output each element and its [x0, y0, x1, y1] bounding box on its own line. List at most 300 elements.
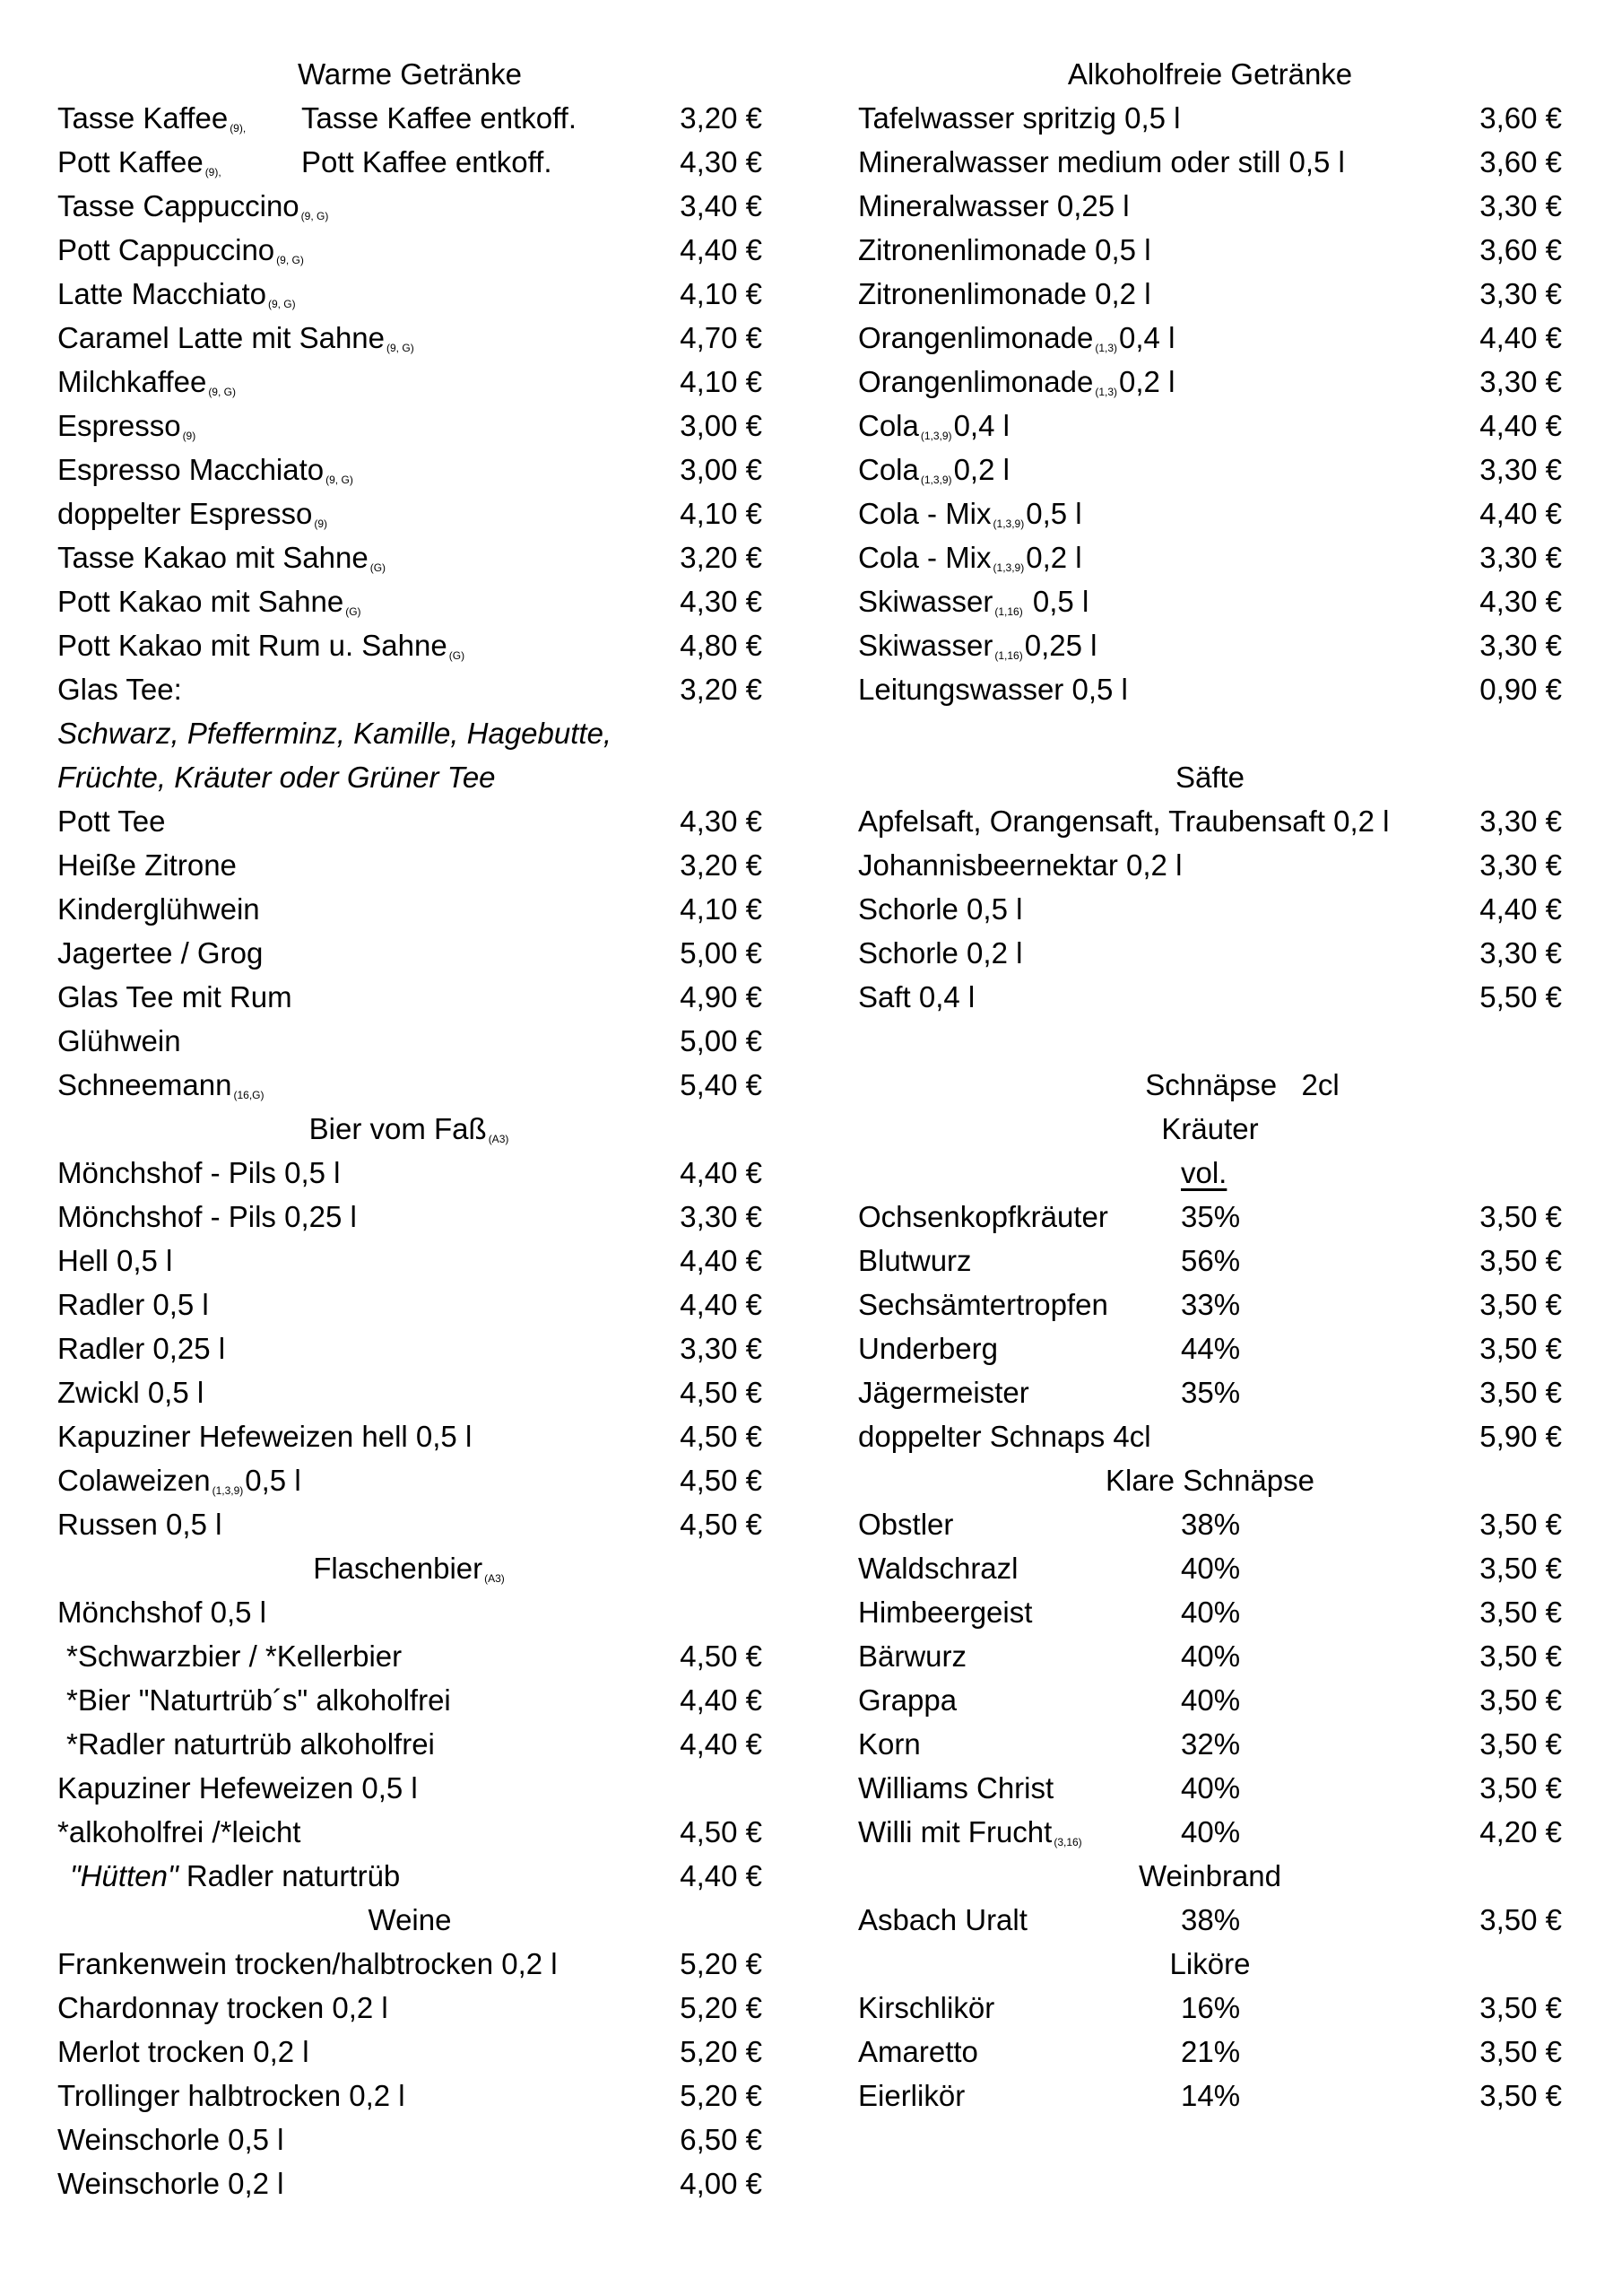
- allergen-note: (9),: [204, 166, 221, 178]
- section-heading: [57, 1107, 762, 1151]
- menu-item: [57, 799, 762, 843]
- menu-item: [57, 1678, 762, 1722]
- menu-item: [57, 1239, 762, 1283]
- section-heading: [858, 1458, 1562, 1502]
- item-price: 3,60 €: [1479, 145, 1562, 178]
- item-price: 3,50 €: [1479, 1596, 1562, 1629]
- item-volume: 35%: [1181, 1200, 1241, 1233]
- menu-item: [57, 667, 762, 711]
- menu-item: [57, 1370, 762, 1414]
- menu-item: [57, 1019, 762, 1063]
- item-name: Kapuziner Hefeweizen hell 0,5 l: [57, 1420, 473, 1453]
- section-title: Liköre: [1169, 1947, 1251, 1980]
- item-name: Chardonnay trocken 0,2 l: [57, 1991, 388, 2024]
- item-volume: 40%: [1181, 1683, 1241, 1717]
- item-name-group: [858, 1326, 998, 1370]
- menu-item: [57, 1502, 762, 1546]
- menu-item: [57, 1854, 762, 1898]
- item-price: 4,00 €: [680, 2167, 762, 2200]
- menu-item: [57, 404, 762, 448]
- item-price: 4,10 €: [680, 365, 762, 398]
- item-name-group: [858, 1239, 972, 1283]
- item-price: 3,50 €: [1479, 2035, 1562, 2068]
- allergen-note: (16,G): [233, 1089, 265, 1101]
- section-title: Klare Schnäpse: [1106, 1464, 1314, 1497]
- menu-item: [858, 140, 1562, 184]
- item-price: 4,50 €: [680, 1420, 762, 1453]
- item-name-group: [858, 843, 1182, 887]
- allergen-note: (G): [448, 649, 465, 662]
- menu-item: [858, 2074, 1562, 2118]
- item-price: 4,40 €: [1479, 892, 1562, 926]
- item-name-group: [57, 843, 237, 887]
- section-title: Kräuter: [1161, 1112, 1259, 1145]
- item-name-group: [57, 975, 292, 1019]
- item-volume: 33%: [1181, 1288, 1241, 1321]
- item-size: 0,2 l: [953, 453, 1010, 486]
- item-name-group: [57, 1151, 340, 1195]
- spacer: [858, 1019, 1562, 1063]
- item-price: 4,40 €: [1479, 497, 1562, 530]
- item-volume: 44%: [1181, 1332, 1241, 1365]
- item-name: Ochsenkopfkräuter: [858, 1200, 1108, 1233]
- item-name: Blutwurz: [858, 1244, 972, 1277]
- item-name: *alkoholfrei /*leicht: [57, 1815, 301, 1848]
- item-name-group: [858, 140, 1345, 184]
- menu-item: [858, 1898, 1562, 1942]
- menu-column-right: [858, 52, 1562, 2118]
- item-price: 3,30 €: [680, 1332, 762, 1365]
- menu-item: [57, 491, 762, 535]
- item-name-group: [57, 1019, 181, 1063]
- section-title: Flaschenbier: [313, 1552, 483, 1585]
- menu-item: [57, 2074, 762, 2118]
- item-name-group: [858, 184, 1130, 228]
- item-name-group: [57, 2118, 284, 2161]
- item-name-group: [858, 1590, 1032, 1634]
- menu-item: [858, 887, 1562, 931]
- item-name-group: [858, 1370, 1029, 1414]
- item-name: Tafelwasser spritzig 0,5 l: [858, 101, 1181, 135]
- item-name: Heiße Zitrone: [57, 848, 237, 882]
- item-name: Weinschorle 0,2 l: [57, 2167, 284, 2200]
- section-heading: [57, 52, 762, 96]
- menu-item: [57, 755, 762, 799]
- allergen-note: (9, G): [267, 298, 296, 310]
- item-name-group: [858, 1546, 1019, 1590]
- menu-item: [858, 1766, 1562, 1810]
- item-price: 5,90 €: [1479, 1420, 1562, 1453]
- allergen-note: (9, G): [208, 386, 236, 398]
- item-name: Cola - Mix: [858, 497, 992, 530]
- menu-item: [858, 667, 1562, 711]
- item-name: Latte Macchiato: [57, 277, 266, 310]
- item-price: 4,30 €: [680, 804, 762, 838]
- item-name: Schwarz, Pfefferminz, Kamille, Hagebutte,: [57, 717, 612, 750]
- menu-item: [858, 1283, 1562, 1326]
- item-name: doppelter Schnaps 4cl: [858, 1420, 1151, 1453]
- item-name: Kinderglühwein: [57, 892, 260, 926]
- menu-item: [858, 1502, 1562, 1546]
- item-name: Zitronenlimonade 0,5 l: [858, 233, 1151, 266]
- section-heading: [858, 52, 1562, 96]
- item-price: 5,20 €: [680, 1947, 762, 1980]
- item-name: Pott Kaffee: [57, 145, 204, 178]
- menu-item: [57, 316, 762, 360]
- allergen-note: (1,3,9): [993, 561, 1025, 574]
- item-name-group: [858, 1986, 994, 2030]
- item-name: Frankenwein trocken/halbtrocken 0,2 l: [57, 1947, 558, 1980]
- allergen-note: (9, G): [325, 474, 353, 486]
- item-name-group: [66, 1634, 402, 1678]
- allergen-note: (G): [345, 605, 361, 618]
- item-size: 0,5 l: [245, 1464, 301, 1497]
- item-volume: 40%: [1181, 1815, 1241, 1848]
- item-price: 4,30 €: [680, 585, 762, 618]
- item-price: 4,40 €: [680, 1859, 762, 1892]
- item-volume: 32%: [1181, 1727, 1241, 1761]
- item-size: 0,4 l: [1119, 321, 1175, 354]
- item-name-group: [57, 2161, 284, 2205]
- item-price: 4,40 €: [680, 1288, 762, 1321]
- menu-item: [858, 1195, 1562, 1239]
- item-name: Amaretto: [858, 2035, 978, 2068]
- item-price: 3,50 €: [1479, 1200, 1562, 1233]
- menu-item: [57, 579, 762, 623]
- item-name-group: [57, 1370, 204, 1414]
- item-name: *Bier "Naturtrüb´s" alkoholfrei: [66, 1683, 451, 1717]
- item-name: Espresso: [57, 409, 181, 442]
- item-price: 3,40 €: [680, 189, 762, 222]
- item-price: 4,40 €: [680, 1244, 762, 1277]
- item-price: 3,30 €: [1479, 189, 1562, 222]
- item-name: Cola - Mix: [858, 541, 992, 574]
- item-name-group: [858, 2030, 978, 2074]
- menu-item: [57, 228, 762, 272]
- item-name: Pott Cappuccino: [57, 233, 275, 266]
- allergen-note: (A3): [488, 1133, 509, 1145]
- item-name: Kapuziner Hefeweizen 0,5 l: [57, 1771, 418, 1805]
- item-price: 4,50 €: [680, 1464, 762, 1497]
- item-name: Leitungswasser 0,5 l: [858, 673, 1128, 706]
- item-price: 3,50 €: [1479, 1332, 1562, 1365]
- item-size: 0,2 l: [1119, 365, 1175, 398]
- allergen-note: (1,3,9): [993, 517, 1025, 530]
- menu-item: [858, 1722, 1562, 1766]
- item-name-group: [57, 887, 260, 931]
- menu-item: [858, 184, 1562, 228]
- menu-item: [858, 1986, 1562, 2030]
- item-name-group: [858, 1766, 1054, 1810]
- item-price: 3,30 €: [1479, 848, 1562, 882]
- item-name: Schneemann: [57, 1068, 232, 1101]
- item-name: Weinschorle 0,5 l: [57, 2123, 284, 2156]
- item-name-group: [57, 1986, 388, 2030]
- item-price: 3,50 €: [1479, 1376, 1562, 1409]
- menu-item: [858, 975, 1562, 1019]
- item-volume: 21%: [1181, 2035, 1241, 2068]
- item-name: Colaweizen: [57, 1464, 211, 1497]
- item-name-group: [57, 1590, 266, 1634]
- item-name-group: [66, 1678, 451, 1722]
- item-price: 6,50 €: [680, 2123, 762, 2156]
- item-name-group: [57, 799, 165, 843]
- menu-item: [858, 1678, 1562, 1722]
- item-name: Kirschlikör: [858, 1991, 995, 2024]
- item-name: Tasse Cappuccino: [57, 189, 299, 222]
- item-name: Schorle 0,2 l: [858, 936, 1023, 970]
- allergen-note: (A3): [484, 1572, 505, 1585]
- item-price: 3,30 €: [680, 1200, 762, 1233]
- item-name: Merlot trocken 0,2 l: [57, 2035, 309, 2068]
- section-heading: [858, 1942, 1562, 1986]
- item-name: *Radler naturtrüb alkoholfrei: [66, 1727, 435, 1761]
- menu-item: [57, 1634, 762, 1678]
- item-size: 0,5 l: [1026, 497, 1082, 530]
- item-size: 0,25 l: [1024, 629, 1097, 662]
- item-price: 3,20 €: [680, 848, 762, 882]
- menu-item: [858, 448, 1562, 491]
- item-name-group: [858, 975, 975, 1019]
- item-name-group: [57, 1414, 472, 1458]
- item-name: Johannisbeernektar 0,2 l: [858, 848, 1183, 882]
- item-name-group: [858, 887, 1022, 931]
- item-name-group: [57, 2030, 309, 2074]
- item-name: Hell 0,5 l: [57, 1244, 173, 1277]
- allergen-note: (1,16): [994, 649, 1023, 662]
- item-price: 5,20 €: [680, 2079, 762, 2112]
- section-title: Weine: [368, 1903, 452, 1936]
- item-name: "Hütten": [70, 1859, 178, 1892]
- item-name-group: [70, 1854, 400, 1898]
- section-title: Schnäpse 2cl: [1145, 1068, 1340, 1101]
- item-name: Mineralwasser medium oder still 0,5 l: [858, 145, 1345, 178]
- item-price: 3,30 €: [1479, 936, 1562, 970]
- allergen-note: (9): [182, 430, 196, 442]
- item-volume: 40%: [1181, 1596, 1241, 1629]
- item-price: 4,10 €: [680, 277, 762, 310]
- item-name: Cola: [858, 409, 919, 442]
- menu-item: [57, 360, 762, 404]
- item-price: 3,50 €: [1479, 1903, 1562, 1936]
- item-price: 3,50 €: [1479, 1244, 1562, 1277]
- item-price: 4,50 €: [680, 1639, 762, 1673]
- item-price: 3,30 €: [1479, 804, 1562, 838]
- menu-item: [57, 184, 762, 228]
- menu-item: [57, 1458, 762, 1502]
- item-volume: 35%: [1181, 1376, 1241, 1409]
- item-alternative: Pott Kaffee entkoff.: [301, 145, 552, 178]
- item-name-group: [57, 1502, 221, 1546]
- item-price: 3,30 €: [1479, 277, 1562, 310]
- item-name: Saft 0,4 l: [858, 980, 976, 1013]
- menu-item: [858, 1326, 1562, 1370]
- item-price: 3,50 €: [1479, 2079, 1562, 2112]
- allergen-note: (1,3,9): [920, 430, 952, 442]
- item-name: Eierlikör: [858, 2079, 966, 2112]
- item-name-group: [57, 1326, 225, 1370]
- item-name: Pott Kakao mit Sahne: [57, 585, 344, 618]
- menu-item: [57, 1283, 762, 1326]
- item-price: 4,30 €: [680, 145, 762, 178]
- allergen-note: (1,3): [1095, 386, 1118, 398]
- menu-item: [57, 1151, 762, 1195]
- item-name: Himbeergeist: [858, 1596, 1033, 1629]
- item-price: 3,30 €: [1479, 541, 1562, 574]
- item-name: Espresso Macchiato: [57, 453, 325, 486]
- item-name-group: [858, 1722, 921, 1766]
- menu-item: [858, 1810, 1562, 1854]
- allergen-note: (9, G): [276, 254, 304, 266]
- item-name-group: [858, 1898, 1028, 1942]
- menu-item: [858, 228, 1562, 272]
- item-name-group: [57, 1195, 357, 1239]
- item-name-group: [57, 1942, 558, 1986]
- item-name: Trollinger halbtrocken 0,2 l: [57, 2079, 405, 2112]
- item-price: 3,50 €: [1479, 1771, 1562, 1805]
- item-price: 5,20 €: [680, 2035, 762, 2068]
- item-price: 5,20 €: [680, 1991, 762, 2024]
- item-name: Mönchshof - Pils 0,25 l: [57, 1200, 357, 1233]
- item-name: Underberg: [858, 1332, 998, 1365]
- item-name-group: [57, 1283, 209, 1326]
- item-name: Asbach Uralt: [858, 1903, 1028, 1936]
- item-name-group: [57, 1766, 418, 1810]
- item-price: 3,00 €: [680, 409, 762, 442]
- item-price: 3,50 €: [1479, 1552, 1562, 1585]
- item-name: Willi mit Frucht: [858, 1815, 1053, 1848]
- menu-item: [57, 448, 762, 491]
- menu-item: [57, 96, 762, 140]
- item-price: 3,50 €: [1479, 1288, 1562, 1321]
- item-name: Tasse Kakao mit Sahne: [57, 541, 369, 574]
- item-name-group: [858, 1283, 1108, 1326]
- item-name: Früchte, Kräuter oder Grüner Tee: [57, 761, 496, 794]
- item-volume: 16%: [1181, 1991, 1241, 2024]
- section-title: Alkoholfreie Getränke: [1067, 57, 1353, 91]
- menu-item: [57, 975, 762, 1019]
- menu-item: [858, 1151, 1562, 1195]
- menu-item: [57, 1722, 762, 1766]
- item-name: Pott Kakao mit Rum u. Sahne: [57, 629, 447, 662]
- item-price: 5,40 €: [680, 1068, 762, 1101]
- menu-item: [57, 1326, 762, 1370]
- spacer: [858, 711, 1562, 755]
- item-name-group: [57, 1239, 172, 1283]
- item-price: 4,50 €: [680, 1508, 762, 1541]
- menu-item: [858, 360, 1562, 404]
- item-volume: 40%: [1181, 1639, 1241, 1673]
- item-name: Zitronenlimonade 0,2 l: [858, 277, 1151, 310]
- item-name: Korn: [858, 1727, 921, 1761]
- item-name: Jagertee / Grog: [57, 936, 264, 970]
- section-heading: [858, 1063, 1562, 1107]
- menu-item: [57, 2118, 762, 2161]
- menu-item: [57, 1414, 762, 1458]
- item-price: 3,60 €: [1479, 233, 1562, 266]
- menu-item: [858, 404, 1562, 448]
- item-volume: 40%: [1181, 1552, 1241, 1585]
- menu-item: [858, 1239, 1562, 1283]
- item-price: 3,20 €: [680, 101, 762, 135]
- item-name-group: [57, 711, 612, 755]
- item-name: Glas Tee mit Rum: [57, 980, 292, 1013]
- section-heading: [858, 755, 1562, 799]
- item-name: Russen 0,5 l: [57, 1508, 222, 1541]
- menu-item: [57, 1942, 762, 1986]
- item-size: Radler naturtrüb: [178, 1859, 401, 1892]
- item-name-group: [858, 931, 1022, 975]
- menu-item: [858, 1370, 1562, 1414]
- item-name: Jägermeister: [858, 1376, 1029, 1409]
- item-price: 3,30 €: [1479, 453, 1562, 486]
- menu-item: [858, 1546, 1562, 1590]
- menu-item: [57, 623, 762, 667]
- item-size: 0,2 l: [1026, 541, 1082, 574]
- menu-item: [57, 843, 762, 887]
- item-name-group: [858, 96, 1180, 140]
- item-price: 4,40 €: [1479, 409, 1562, 442]
- menu-item: [858, 623, 1562, 667]
- item-name: Skiwasser: [858, 585, 993, 618]
- menu-item: [858, 1590, 1562, 1634]
- item-price: 3,50 €: [1479, 1683, 1562, 1717]
- menu-item: [858, 491, 1562, 535]
- allergen-note: (1,16): [994, 605, 1023, 618]
- menu-item: [57, 535, 762, 579]
- section-title: Säfte: [1175, 761, 1245, 794]
- item-price: 5,00 €: [680, 936, 762, 970]
- section-heading: [57, 1546, 762, 1590]
- allergen-note: (1,3,9): [920, 474, 952, 486]
- item-name: Glas Tee:: [57, 673, 182, 706]
- allergen-note: (9, G): [386, 342, 414, 354]
- allergen-note: (9),: [230, 122, 247, 135]
- menu-item: [858, 316, 1562, 360]
- item-name-group: [858, 228, 1151, 272]
- item-name: Mönchshof 0,5 l: [57, 1596, 266, 1629]
- item-alternative: Tasse Kaffee entkoff.: [301, 101, 577, 135]
- item-name: Pott Tee: [57, 804, 166, 838]
- item-name-group: [858, 667, 1128, 711]
- section-heading: [57, 1898, 762, 1942]
- volume-header: vol.: [1181, 1156, 1227, 1189]
- item-price: 4,70 €: [680, 321, 762, 354]
- item-name-group: [858, 1634, 967, 1678]
- item-price: 4,40 €: [680, 1727, 762, 1761]
- item-price: 4,10 €: [680, 892, 762, 926]
- item-price: 4,40 €: [680, 1156, 762, 1189]
- item-price: 3,30 €: [1479, 629, 1562, 662]
- item-name: Williams Christ: [858, 1771, 1054, 1805]
- menu-item: [57, 1766, 762, 1810]
- menu-item: [858, 843, 1562, 887]
- menu-item: [57, 887, 762, 931]
- item-price: 4,20 €: [1479, 1815, 1562, 1848]
- item-name: Orangenlimonade: [858, 321, 1094, 354]
- section-heading: [858, 1854, 1562, 1898]
- menu-item: [858, 799, 1562, 843]
- menu-item: [57, 711, 762, 755]
- item-name-group: [57, 1810, 300, 1854]
- item-name: Mönchshof - Pils 0,5 l: [57, 1156, 341, 1189]
- allergen-note: (1,3,9): [212, 1484, 244, 1497]
- item-name: *Schwarzbier / *Kellerbier: [66, 1639, 403, 1673]
- menu-item: [57, 1986, 762, 2030]
- menu-item: [57, 2030, 762, 2074]
- item-name: Orangenlimonade: [858, 365, 1094, 398]
- menu-item: [57, 272, 762, 316]
